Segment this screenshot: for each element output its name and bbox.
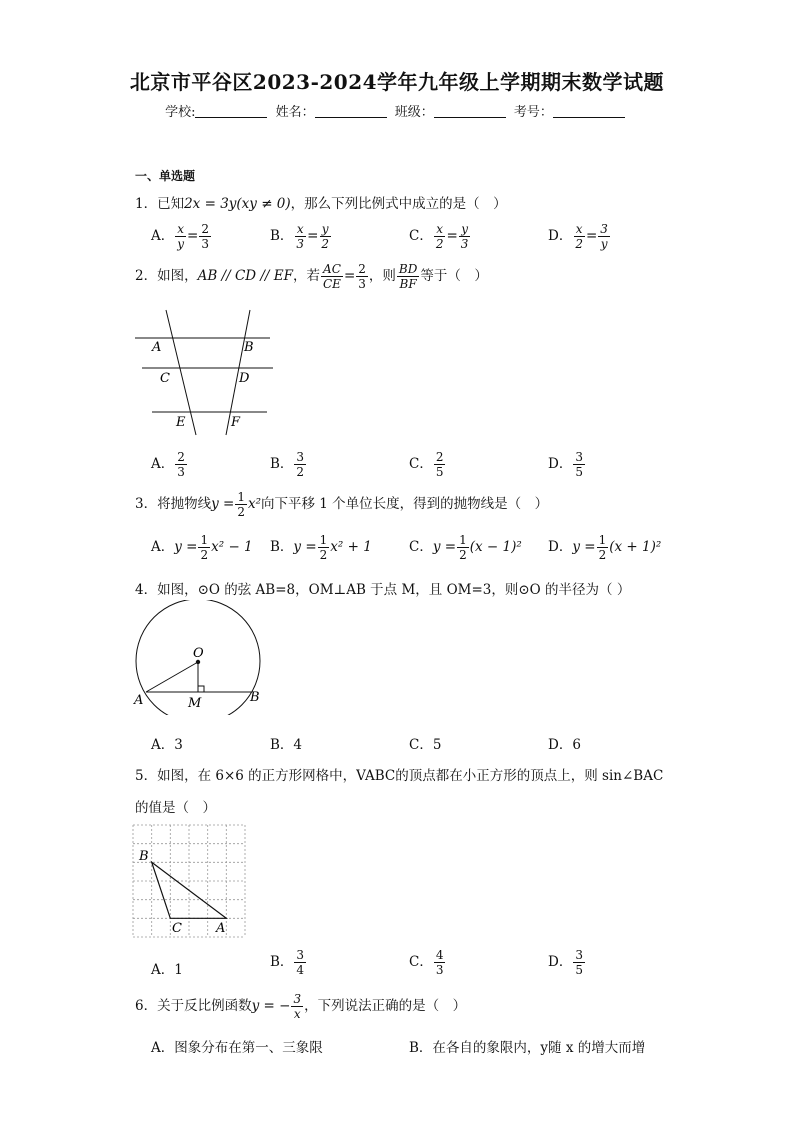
segment-oa xyxy=(146,662,198,692)
q4-option-c[interactable]: C．5 xyxy=(409,737,442,753)
fraction: $\frac{3}{5}$ xyxy=(575,450,583,479)
q3-option-b[interactable]: B．y = $\frac{1}{2}$ x² + 1 xyxy=(270,533,372,562)
question-5: 5．如图，在 6×6 的正方形网格中，VABC的顶点都在小正方形的顶点上，则 sin∠BAC xyxy=(135,768,664,784)
q4-option-a[interactable]: A．3 xyxy=(151,737,183,753)
fraction: $\frac{1}{2}$ xyxy=(598,533,607,562)
fraction: $\frac{3}{y}$ xyxy=(600,222,608,251)
label-f: F xyxy=(231,415,241,430)
label-b: B xyxy=(244,340,254,355)
label-c: C xyxy=(160,371,170,386)
q2-option-a[interactable]: A． $\frac{2}{3}$ xyxy=(151,450,185,479)
q2-option-c[interactable]: C． $\frac{2}{5}$ xyxy=(409,450,444,479)
grid-figure xyxy=(132,824,247,940)
question-4: 4．如图，⊙O 的弦 AB=8，OM⊥AB 于点 M，且 OM=3，则⊙O 的半径为（ ） xyxy=(135,582,631,598)
fraction: $\frac{3}{4}$ xyxy=(296,948,305,977)
fraction: $\frac{2}{5}$ xyxy=(435,450,444,479)
fraction: $\frac{2}{3}$ xyxy=(358,262,366,291)
fraction: $\frac{BD}{BF}$ xyxy=(398,262,418,291)
parallel-lines-figure xyxy=(130,305,280,440)
label-m: M xyxy=(188,696,202,711)
fraction: $\frac{x}{y}$ xyxy=(177,222,185,251)
option-letter: B． xyxy=(270,228,294,244)
q1-option-c[interactable]: C． $\frac{x}{2}$ = $\frac{y}{3}$ xyxy=(409,222,469,251)
label-o: O xyxy=(193,646,204,661)
q5-option-c[interactable]: C． $\frac{4}{3}$ xyxy=(409,948,444,977)
fraction: $\frac{1}{2}$ xyxy=(459,533,467,562)
q4-option-d[interactable]: D．6 xyxy=(548,737,581,753)
q3-option-d[interactable]: D．y = $\frac{1}{2}$ (x + 1)² xyxy=(548,533,662,562)
label-a: A xyxy=(216,921,226,936)
right-angle-mark xyxy=(198,686,204,692)
q1-prefix: 已知 xyxy=(157,196,185,212)
q6-option-a[interactable]: A．图象分布在第一、三象限 xyxy=(151,1040,323,1056)
number-label: 考号： xyxy=(513,105,553,120)
q2-option-d[interactable]: D． $\frac{3}{5}$ xyxy=(548,450,583,479)
q5-option-d[interactable]: D． $\frac{3}{5}$ xyxy=(548,948,583,977)
q4-option-b[interactable]: B．4 xyxy=(270,737,303,753)
q6-option-b[interactable]: B．在各自的象限内，y随 x 的增大而增 xyxy=(409,1040,646,1056)
label-e: E xyxy=(176,415,186,430)
q1-number: 1． xyxy=(135,196,158,212)
class-blank[interactable] xyxy=(434,104,506,118)
q5-option-a[interactable]: A．1 xyxy=(151,962,183,978)
q1-condition: 2x = 3y(xy ≠ 0) xyxy=(184,196,291,212)
fraction: $\frac{1}{2}$ xyxy=(237,490,245,519)
question-3: 3．将抛物线y = $\frac{1}{2}$ x²向下平移 1 个单位长度，得到的抛物线是（ ） xyxy=(135,490,549,519)
fraction: $\frac{y}{3}$ xyxy=(460,222,469,251)
grid-lines xyxy=(133,825,245,937)
q2-option-b[interactable]: B． $\frac{3}{2}$ xyxy=(270,450,305,479)
section-heading: 一、单选题 xyxy=(135,169,196,183)
label-a: A xyxy=(134,693,144,708)
question-5-line2: 的值是（ ） xyxy=(135,800,216,816)
fraction: $\frac{1}{2}$ xyxy=(319,533,328,562)
label-c: C xyxy=(172,921,182,936)
label-d: D xyxy=(239,371,250,386)
student-info xyxy=(0,101,794,120)
fraction: $\frac{x}{2}$ xyxy=(575,222,583,251)
question-1 xyxy=(135,192,507,212)
class-label: 班级： xyxy=(394,105,434,120)
option-letter: A． xyxy=(151,228,175,244)
fraction: $\frac{2}{3}$ xyxy=(201,222,209,251)
q1-option-a[interactable]: A． $\frac{x}{y}$ = $\frac{2}{3}$ xyxy=(151,222,209,251)
fraction: $\frac{y}{2}$ xyxy=(321,222,330,251)
fraction: $\frac{AC}{CE}$ xyxy=(323,262,341,291)
label-b: B xyxy=(250,690,260,705)
question-2: 2．如图，AB // CD // EF，若 $\frac{AC}{CE}$ = $\frac{2}{3}$ ，则 $\frac{BD}{BF}$ 等于（ ） xyxy=(135,262,488,291)
fraction: $\frac{x}{3}$ xyxy=(296,222,305,251)
q3-option-c[interactable]: C．y = $\frac{1}{2}$ (x − 1)² xyxy=(409,533,522,562)
fraction: $\frac{3}{5}$ xyxy=(575,948,583,977)
fraction: $\frac{3}{x}$ xyxy=(293,992,302,1021)
q1-option-d[interactable]: D． $\frac{x}{2}$ = $\frac{3}{y}$ xyxy=(548,222,608,251)
circle-figure xyxy=(130,600,270,715)
q5-option-b[interactable]: B． $\frac{3}{4}$ xyxy=(270,948,305,977)
q1-option-b[interactable]: B． $\frac{x}{3}$ = $\frac{y}{2}$ xyxy=(270,222,330,251)
school-label: 学校: xyxy=(165,105,196,120)
q1-suffix: ，那么下列比例式中成立的是（ ） xyxy=(290,196,507,212)
question-6: 6．关于反比例函数y = − $\frac{3}{x}$ ，下列说法正确的是（ ） xyxy=(135,992,467,1021)
page-title: 北京市平谷区2023-2024学年九年级上学期期末数学试题 xyxy=(129,70,665,94)
q3-option-a[interactable]: A．y = $\frac{1}{2}$ x² − 1 xyxy=(151,533,253,562)
option-letter: D． xyxy=(548,228,573,244)
label-a: A xyxy=(152,340,162,355)
fraction: $\frac{3}{2}$ xyxy=(296,450,305,479)
name-label: 姓名： xyxy=(275,105,315,120)
fraction: $\frac{4}{3}$ xyxy=(435,948,444,977)
name-blank[interactable] xyxy=(315,104,387,118)
school-blank[interactable] xyxy=(195,104,267,118)
fraction: $\frac{x}{2}$ xyxy=(435,222,444,251)
label-b: B xyxy=(139,849,149,864)
option-letter: C． xyxy=(409,228,433,244)
number-blank[interactable] xyxy=(553,104,625,118)
fraction: $\frac{1}{2}$ xyxy=(200,533,209,562)
fraction: $\frac{2}{3}$ xyxy=(177,450,185,479)
